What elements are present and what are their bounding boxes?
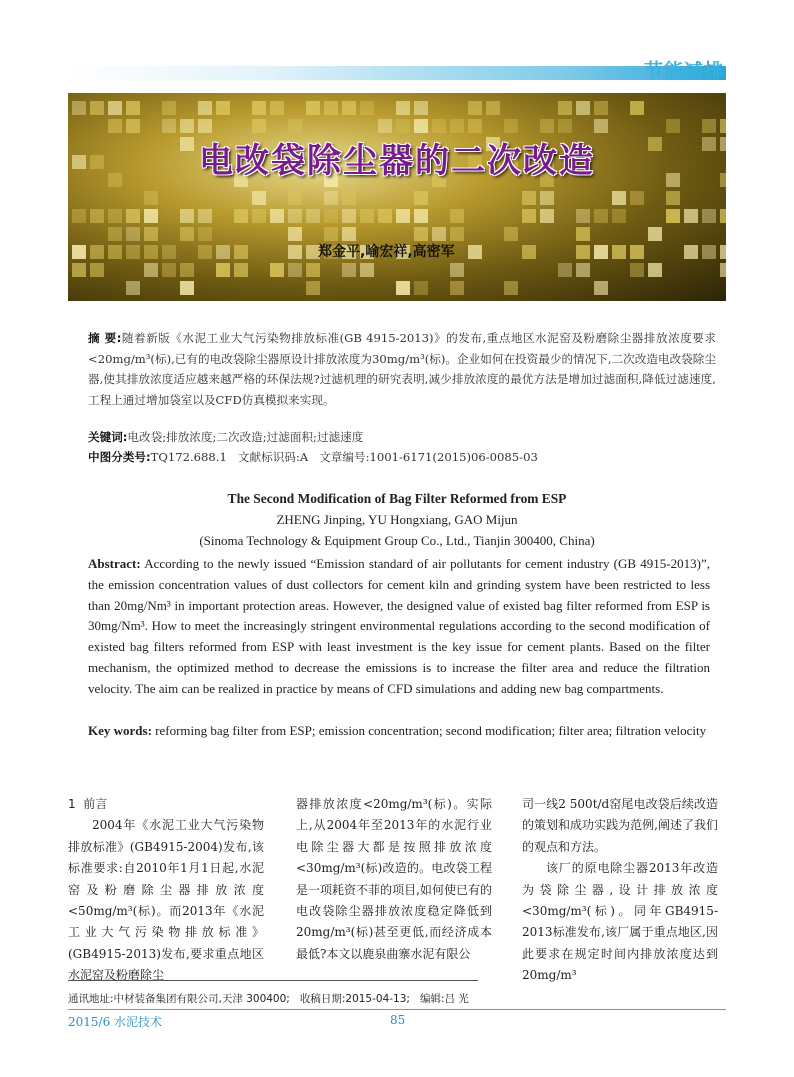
banner-tile	[720, 263, 726, 277]
banner-tile	[396, 101, 410, 115]
banner-tile	[306, 209, 320, 223]
banner-tile	[198, 119, 212, 133]
banner-tile	[234, 209, 248, 223]
english-title: The Second Modification of Bag Filter Reformed from ESP	[227, 491, 567, 506]
abstract-cn	[88, 328, 716, 410]
banner-tile	[558, 101, 572, 115]
banner-tile	[432, 227, 446, 241]
banner-tile	[360, 263, 374, 277]
banner-tile	[270, 101, 284, 115]
banner-tile	[540, 191, 554, 205]
banner-pattern	[68, 93, 726, 301]
banner-tile	[126, 227, 140, 241]
banner-tile	[468, 119, 482, 133]
page-number: 85	[390, 1013, 406, 1027]
banner-tile	[252, 119, 266, 133]
banner-tile	[252, 101, 266, 115]
banner-tile	[288, 119, 302, 133]
banner-tile	[684, 209, 698, 223]
english-affiliation: (Sinoma Technology & Equipment Group Co., Ltd., Tianjin 300400, China)	[199, 533, 595, 548]
banner-tile	[342, 101, 356, 115]
banner-tile	[324, 191, 338, 205]
abstract-cn-label: 摘 要:	[88, 331, 122, 345]
banner-tile	[594, 245, 608, 259]
banner-tile	[612, 209, 626, 223]
section-tag: 节能减排	[643, 60, 724, 82]
banner-tile	[666, 209, 680, 223]
footer-divider	[68, 1009, 726, 1010]
banner-tile	[576, 245, 590, 259]
banner-tile	[522, 245, 536, 259]
english-keywords-text: reforming bag filter from ESP; emission concentration; second modification; filter area; filtration velocity	[155, 723, 707, 738]
banner-tile	[396, 209, 410, 223]
banner-tile	[504, 227, 518, 241]
banner-tile	[306, 281, 320, 295]
header-bar	[68, 66, 726, 80]
banner-tile	[288, 263, 302, 277]
banner-tile	[72, 263, 86, 277]
banner-tile	[414, 119, 428, 133]
body-paragraph: 该厂的原电除尘器2013年改造为袋除尘器,设计排放浓度<30mg/m³(标)。同年GB4915-2013标准发布,该厂属于重点地区,因此要求在规定时间内排放浓度达到20mg/m³	[522, 861, 718, 983]
banner-tile	[666, 191, 680, 205]
banner-tile	[306, 263, 320, 277]
banner-tile	[450, 209, 464, 223]
banner-tile	[126, 119, 140, 133]
banner-tile	[306, 101, 320, 115]
banner-tile	[450, 227, 464, 241]
footer-journal: 2015/6 水泥技术	[68, 1015, 163, 1029]
banner-tile	[576, 209, 590, 223]
title-banner	[68, 93, 726, 301]
classification-label: 中图分类号:	[88, 450, 151, 464]
banner-tile	[126, 101, 140, 115]
banner-tile	[162, 245, 176, 259]
banner-tile	[414, 281, 428, 295]
english-abstract-text: According to the newly issued “Emission standard of air pollutants for cement industry (GB 4915-2013)”, the emission concentration values of dust collectors for cement kiln and grinding system have been restricted to less than 20mg/Nm³ in important protection areas. However, the designed value of existed bag filter reformed from ESP is 30mg/Nm³. How to meet the increasingly stringent environmental regulations according to the second modification of existed bag filters reformed from ESP with least investment is the key issue for cement plants. Based on the filter mechanism, the optimized method to decrease the emissions is to increase the filter area and reduce the filtration velocity. The aim can be realized in practice by means of CFD simulations and adding new bag compartments.	[88, 556, 710, 696]
banner-tile	[288, 191, 302, 205]
banner-tile	[414, 209, 428, 223]
banner-tile	[450, 281, 464, 295]
banner-tile	[90, 245, 104, 259]
banner-tile	[666, 119, 680, 133]
banner-tile	[342, 191, 356, 205]
banner-tile	[342, 263, 356, 277]
banner-tile	[270, 209, 284, 223]
banner-tile	[720, 245, 726, 259]
banner-tile	[162, 263, 176, 277]
banner-tile	[198, 209, 212, 223]
footnote: 通讯地址:中材装备集团有限公司,天津 300400; 收稿日期:2015-04-13; 编辑:吕 光	[68, 993, 469, 1005]
banner-tile	[288, 209, 302, 223]
body-paragraph: 2004年《水泥工业大气污染物排放标准》(GB4915-2004)发布,该标准要求:自2010年1月1日起,水泥窑及粉磨除尘器排放浓度<50mg/m³(标)。而2013年《水泥工业大气污染物排放标准》(GB4915-2013)发布,要求重点地区水泥窑及粉磨除尘	[68, 818, 264, 983]
banner-tile	[108, 245, 122, 259]
banner-tile	[576, 227, 590, 241]
banner-tile	[540, 119, 554, 133]
body-column-3	[522, 794, 718, 987]
banner-tile	[162, 101, 176, 115]
banner-tile	[702, 119, 716, 133]
banner-tile	[216, 101, 230, 115]
banner-tile	[612, 191, 626, 205]
english-keywords-label: Key words:	[88, 723, 152, 738]
banner-tile	[648, 227, 662, 241]
article-authors: 郑金平,喻宏祥,高密军	[318, 244, 455, 260]
banner-tile	[720, 209, 726, 223]
classification-text: TQ172.688.1 文献标识码:A 文章编号:1001-6171(2015)06-0085-03	[150, 450, 538, 464]
banner-tile	[360, 209, 374, 223]
banner-tile	[468, 245, 482, 259]
banner-tile	[414, 101, 428, 115]
banner-tile	[378, 119, 392, 133]
banner-tile	[630, 101, 644, 115]
banner-tile	[594, 281, 608, 295]
keywords-cn-text: 电改袋;排放浓度;二次改造;过滤面积;过滤速度	[127, 430, 364, 444]
section-heading: 1 前言	[68, 797, 108, 811]
banner-tile	[252, 191, 266, 205]
banner-tile	[324, 101, 338, 115]
banner-tile	[342, 209, 356, 223]
banner-tile	[180, 263, 194, 277]
banner-tile	[108, 209, 122, 223]
banner-tile	[180, 281, 194, 295]
banner-tile	[72, 245, 86, 259]
banner-tile	[72, 209, 86, 223]
banner-tile	[720, 119, 726, 133]
banner-tile	[630, 263, 644, 277]
article-title: 电改袋除尘器的二次改造	[199, 141, 595, 181]
banner-tile	[288, 245, 302, 259]
banner-tile	[90, 263, 104, 277]
banner-tile	[342, 227, 356, 241]
banner-tile	[108, 101, 122, 115]
banner-tile	[558, 263, 572, 277]
banner-tile	[540, 209, 554, 223]
banner-tile	[90, 101, 104, 115]
banner-tile	[108, 227, 122, 241]
banner-tile	[144, 245, 158, 259]
english-abstract	[88, 554, 710, 700]
keywords-cn	[88, 429, 363, 445]
banner-tile	[180, 227, 194, 241]
banner-tile	[504, 281, 518, 295]
banner-tile	[702, 209, 716, 223]
banner-tile	[90, 209, 104, 223]
english-abstract-label: Abstract:	[88, 556, 141, 571]
banner-tile	[288, 227, 302, 241]
banner-tile	[144, 191, 158, 205]
footnote-divider	[68, 980, 478, 981]
banner-tile	[234, 263, 248, 277]
classification	[88, 449, 538, 465]
banner-tile	[180, 209, 194, 223]
banner-tile	[414, 191, 428, 205]
banner-tile	[180, 119, 194, 133]
banner-tile	[450, 119, 464, 133]
banner-tile	[432, 119, 446, 133]
banner-tile	[126, 281, 140, 295]
banner-tile	[594, 209, 608, 223]
english-authors: ZHENG Jinping, YU Hongxiang, GAO Mijun	[276, 512, 518, 527]
banner-tile	[216, 263, 230, 277]
banner-tile	[324, 209, 338, 223]
banner-tile	[162, 119, 176, 133]
banner-tile	[216, 245, 230, 259]
banner-tile	[108, 119, 122, 133]
banner-tile	[576, 101, 590, 115]
banner-tile	[234, 245, 248, 259]
banner-tile	[486, 101, 500, 115]
banner-tile	[396, 281, 410, 295]
body-paragraph: 器排放浓度<20mg/m³(标)。实际上,从2004年至2013年的水泥行业电除尘器大都是按照排放浓度<30mg/m³(标)改造的。电改袋工程是一项耗资不菲的项目,如何使已有的电改袋除尘器排放浓度稳定降低到20mg/m³(标)甚至更低,而经济成本最低?本文以鹿泉曲寨水泥有限公	[296, 797, 492, 961]
banner-tile	[144, 263, 158, 277]
banner-tile	[360, 101, 374, 115]
banner-tile	[72, 101, 86, 115]
body-column-1	[68, 794, 264, 987]
english-keywords	[88, 721, 710, 742]
banner-tile	[126, 245, 140, 259]
banner-tile	[684, 245, 698, 259]
abstract-cn-text: 随着新版《水泥工业大气污染物排放标准(GB 4915-2013)》的发布,重点地区水泥窑及粉磨除尘器排放浓度要求<20mg/m³(标),已有的电改袋除尘器原设计排放浓度为30mg/m³(标)。企业如何在投资最少的情况下,二次改造电改袋除尘器,使其排放浓度适应越来越严格的环保法规?过滤机理的研究表明,减少排放浓度的最优方法是增加过滤面积,降低过滤速度,工程上通过增加袋室以及CFD仿真模拟来实现。	[88, 331, 716, 407]
banner-tile	[522, 191, 536, 205]
banner-tile	[594, 119, 608, 133]
banner-tile	[198, 101, 212, 115]
keywords-cn-label: 关键词:	[88, 430, 128, 444]
banner-tile	[378, 209, 392, 223]
banner-tile	[144, 227, 158, 241]
banner-tile	[630, 191, 644, 205]
banner-tile	[450, 263, 464, 277]
banner-tile	[702, 245, 716, 259]
banner-tile	[558, 119, 572, 133]
banner-tile	[198, 227, 212, 241]
banner-tile	[270, 263, 284, 277]
banner-tile	[126, 209, 140, 223]
banner-tile	[324, 227, 338, 241]
body-column-2	[296, 794, 492, 965]
banner-tile	[576, 263, 590, 277]
banner-tile	[252, 209, 266, 223]
banner-tile	[612, 245, 626, 259]
banner-tile	[396, 119, 410, 133]
banner-tile	[594, 101, 608, 115]
banner-tile	[630, 245, 644, 259]
banner-tile	[198, 245, 212, 259]
banner-tile	[522, 209, 536, 223]
banner-tile	[468, 101, 482, 115]
banner-tile	[648, 263, 662, 277]
body-paragraph: 司一线2 500t/d窑尾电改袋后续改造的策划和成功实践为范例,阐述了我们的观点和方法。	[522, 797, 718, 854]
banner-tile	[144, 209, 158, 223]
banner-tile	[414, 227, 428, 241]
banner-tile	[504, 119, 518, 133]
